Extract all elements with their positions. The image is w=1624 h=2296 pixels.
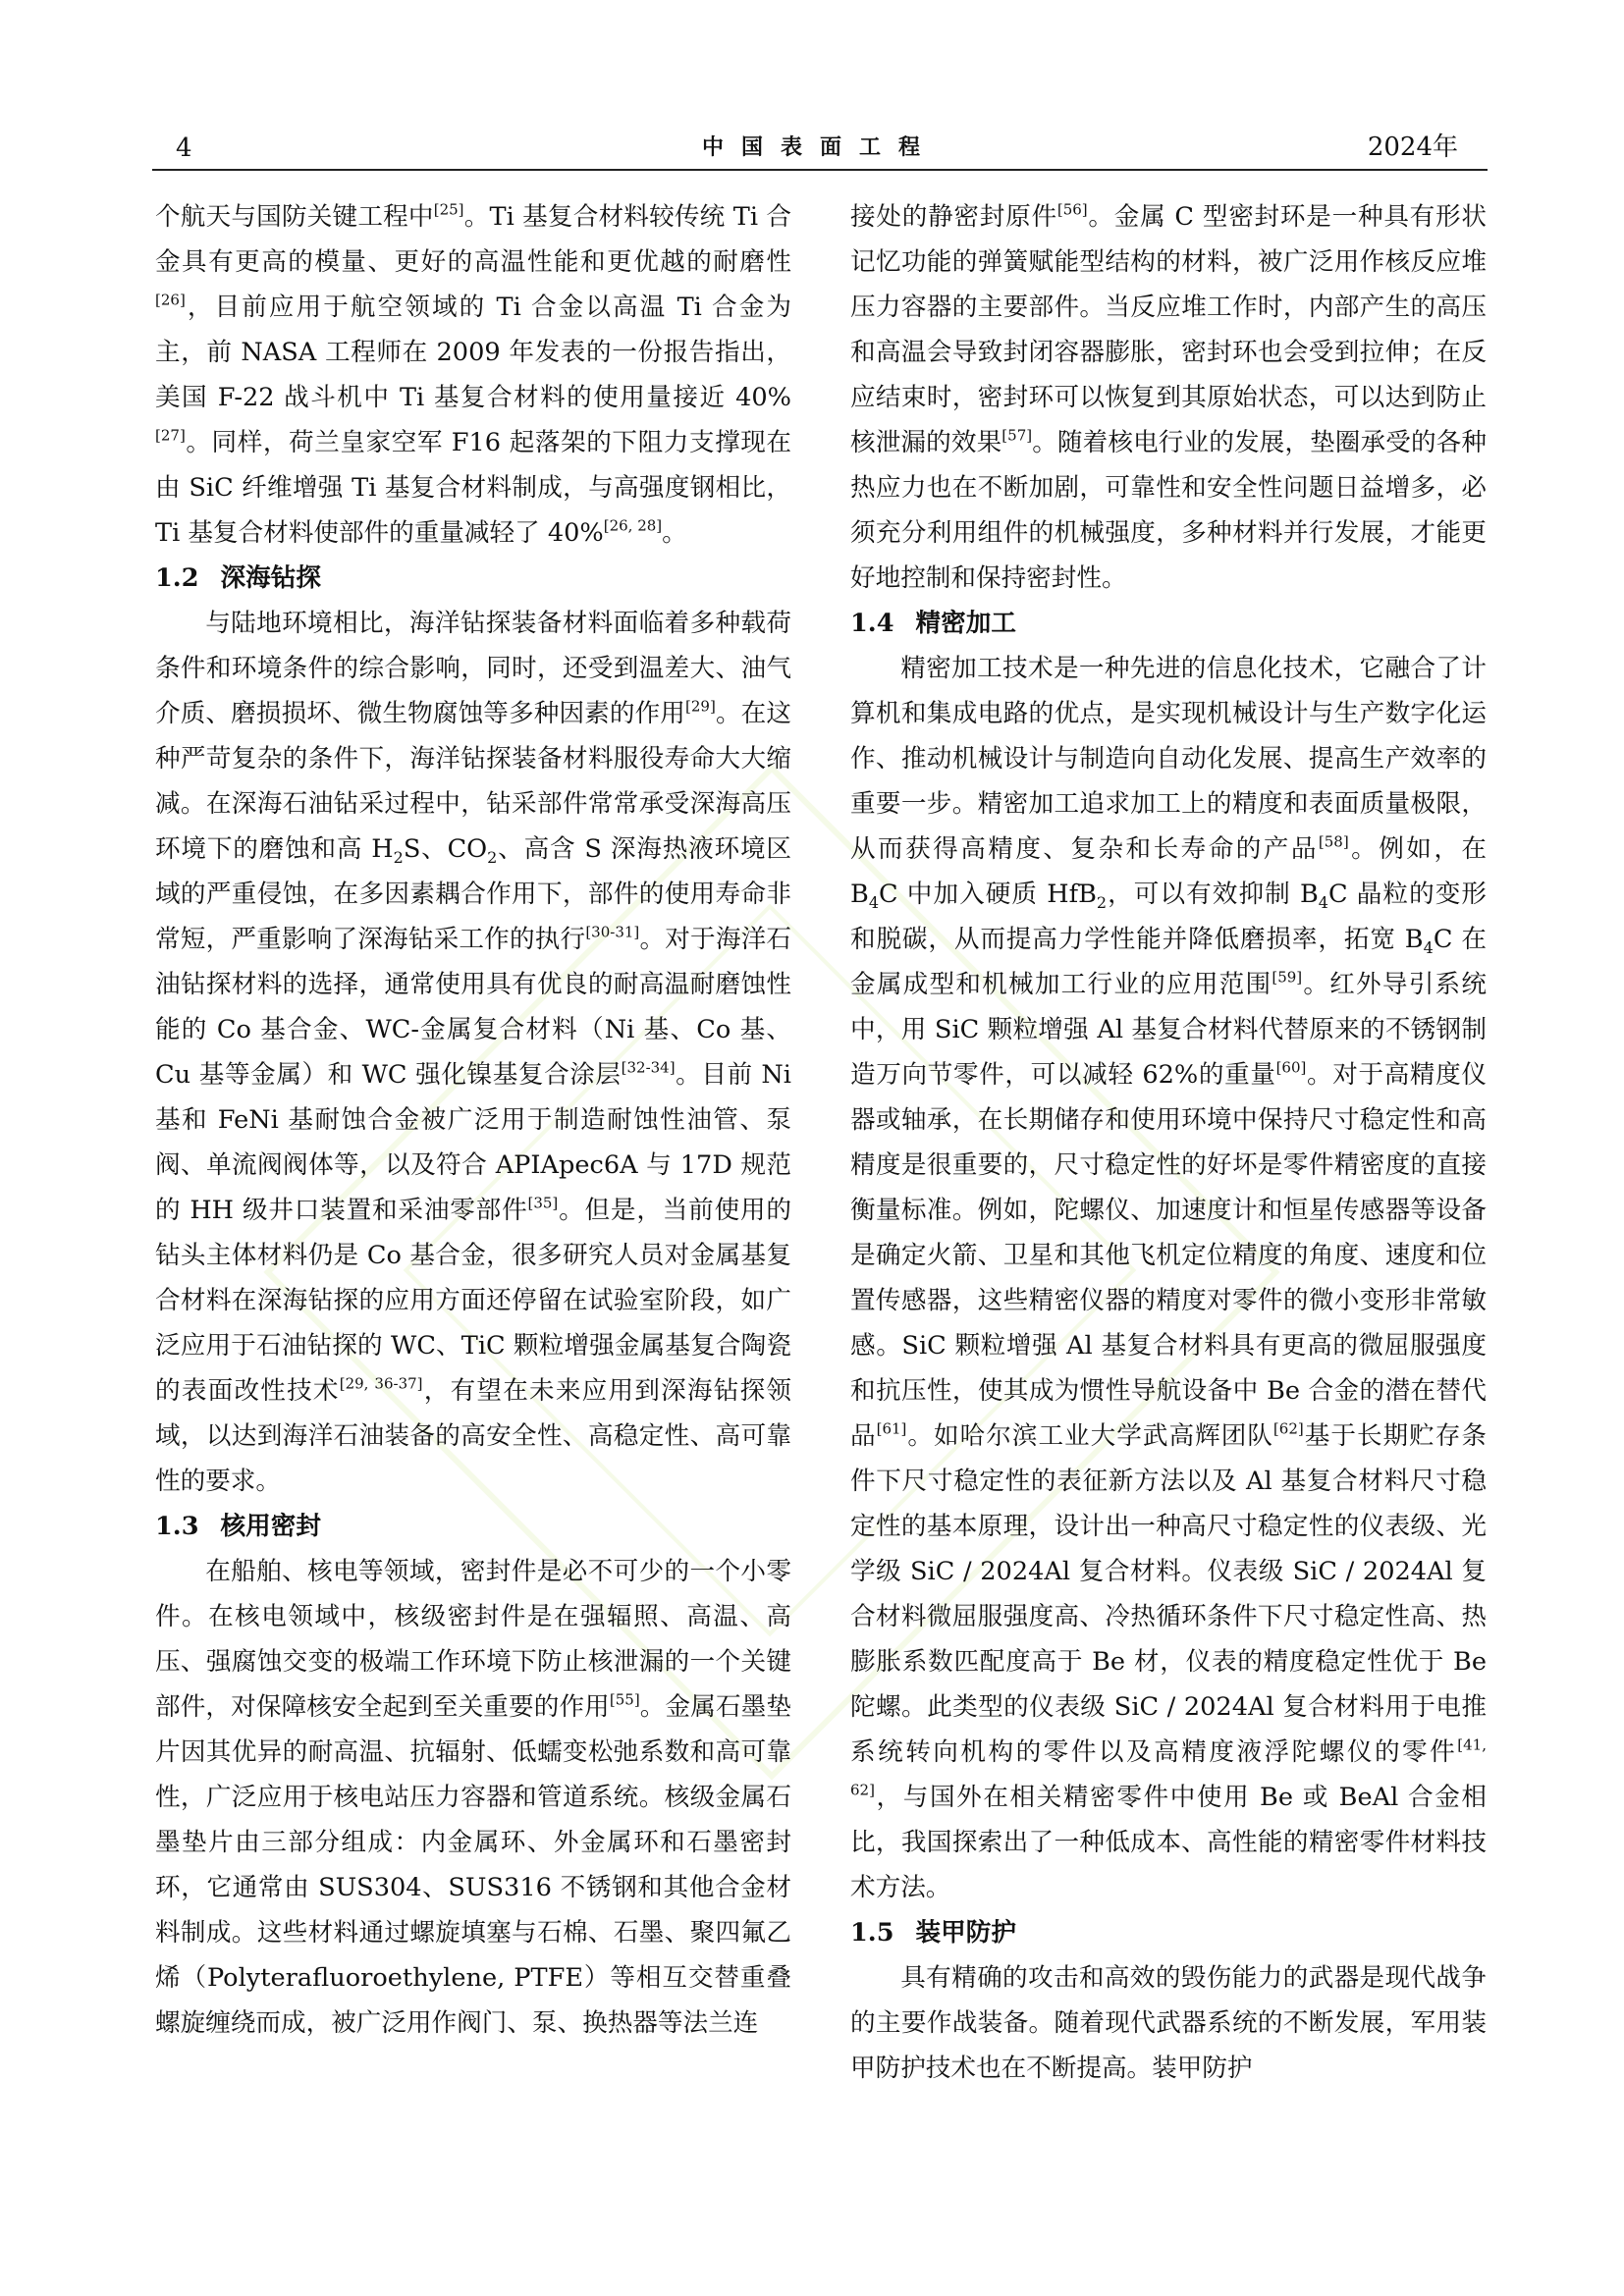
section-heading-1-4: 1.4 精密加工 bbox=[850, 609, 1016, 638]
paragraph: 接处的静密封原件[56]。金属 C 型密封环是一种具有形状记忆功能的弹簧赋能型结构的材料，被广泛用作核反应堆压力容器的主要部件。当反应堆工作时，内部产生的高压和高温会导致封闭容器膨胀，密封环也会受到拉伸；在反应结束时，密封环可以恢复到其原始状态，可以达到防止核泄漏的效果[57]。随着核电行业的发展，垫圈承受的各种热应力也在不断加剧，可靠性和安全性问题日益增多，必须充分利用组件的机械强度，多种材料并行发展，才能更好地控制和保持密封性。 bbox=[850, 200, 1487, 593]
page-header bbox=[152, 130, 1488, 171]
left-column bbox=[155, 194, 791, 2046]
journal-title: 中国表面工程 bbox=[701, 134, 938, 160]
paragraph: 具有精确的攻击和高效的毁伤能力的武器是现代战争的主要作战装备。随着现代武器系统的不断发展，军用装甲防护技术也在不断提高。装甲防护 bbox=[850, 1963, 1487, 2083]
section-heading-1-2: 1.2 深海钻探 bbox=[155, 563, 321, 593]
paragraph: 与陆地环境相比，海洋钻探装备材料面临着多种载荷条件和环境条件的综合影响，同时，还受到温差大、油气介质、磨损损坏、微生物腐蚀等多种因素的作用[29]。在这种严苛复杂的条件下，海洋钻探装备材料服役寿命大大缩减。在深海石油钻采过程中，钻采部件常常承受深海高压环境下的磨蚀和高 $H_2S$、$CO_2$、高含 S 深海热液环境区域的严重侵蚀，在多因素耦合作用下，部件的使用寿命非常短，严重影响了深海钻采工作的执行[30-31]。对于海洋石油钻探材料的选择，通常使用具有优良的耐高温耐磨蚀性能的 Co 基合金、WC-金属复合材料（Ni 基、Co 基、Cu 基等金属）和 WC 强化镍基复合涂层[32-34]。目前 Ni 基和 FeNi 基耐蚀合金被广泛用于制造耐蚀性油管、泵阀、单流阀阀体等，以及符合 APIApec6A 与 17D 规范的 HH 级井口装置和采油零部件[35]。但是，当前使用的钻头主体材料仍是 Co 基合金，很多研究人员对金属基复合材料在深海钻探的应用方面还停留在试验室阶段，如广泛应用于石油钻探的 WC、TiC 颗粒增强金属基复合陶瓷的表面改性技术[29, 36-37]，有望在未来应用到深海钻探领域，以达到海洋石油装备的高安全性、高稳定性、高可靠性的要求。 bbox=[155, 609, 791, 1496]
paragraph: 精密加工技术是一种先进的信息化技术，它融合了计算机和集成电路的优点，是实现机械设计与生产数字化运作、推动机械设计与制造向自动化发展、提高生产效率的重要一步。精密加工追求加工上的精度和表面质量极限，从而获得高精度、复杂和长寿命的产品[58]。例如，在 $B_4C$ 中加入硬质 HfB$_2$，可以有效抑制 $B_4C$ 晶粒的变形和脱碳，从而提高力学性能并降低磨损率，拓宽 $B_4C$ 在金属成型和机械加工行业的应用范围[59]。红外导引系统中，用 SiC 颗粒增强 Al 基复合材料代替原来的不锈钢制造万向节零件，可以减轻 62%的重量[60]。对于高精度仪器或轴承，在长期储存和使用环境中保持尺寸稳定性和高精度是很重要的，尺寸稳定性的好坏是零件精密度的直接衡量标准。例如，陀螺仪、加速度计和恒星传感器等设备是确定火箭、卫星和其他飞机定位精度的角度、速度和位置传感器，这些精密仪器的精度对零件的微小变形非常敏感。SiC 颗粒增强 Al 基复合材料具有更高的微屈服强度和抗压性，使其成为惯性导航设备中 Be 合金的潜在替代品[61]。如哈尔滨工业大学武高辉团队[62]基于长期贮存条件下尺寸稳定性的表征新方法以及 Al 基复合材料尺寸稳定性的基本原理，设计出一种高尺寸稳定性的仪表级、光学级 SiC / 2024Al 复合材料。仪表级 SiC / 2024Al 复合材料微屈服强度高、冷热循环条件下尺寸稳定性高、热膨胀系数匹配度高于 Be 材，仪表的精度稳定性优于 Be 陀螺。此类型的仪表级 SiC / 2024Al 复合材料用于电推系统转向机构的零件以及高精度液浮陀螺仪的零件[41, 62]，与国外在相关精密零件中使用 Be 或 BeAl 合金相比，我国探索出了一种低成本、高性能的精密零件材料技术方法。 bbox=[850, 654, 1487, 1902]
section-heading-1-3: 1.3 核用密封 bbox=[155, 1512, 321, 1541]
paragraph: 个航天与国防关键工程中[25]。Ti 基复合材料较传统 Ti 合金具有更高的模量、更好的高温性能和更优越的耐磨性[26]，目前应用于航空领域的 Ti 合金以高温 Ti 合金为主，前 NASA 工程师在 2009 年发表的一份报告指出，美国 F-22 战斗机中 Ti 基复合材料的使用量接近 40%[27]。同样，荷兰皇家空军 F16 起落架的下阻力支撑现在由 SiC 纤维增强 Ti 基复合材料制成，与高强度钢相比，Ti 基复合材料使部件的重量减轻了 40%[26, 28]。 bbox=[155, 200, 791, 548]
paragraph: 在船舶、核电等领域，密封件是必不可少的一个小零件。在核电领域中，核级密封件是在强辐照、高温、高压、强腐蚀交变的极端工作环境下防止核泄漏的一个关键部件，对保障核安全起到至关重要的作用[55]。金属石墨垫片因其优异的耐高温、抗辐射、低蠕变松弛系数和高可靠性，广泛应用于核电站压力容器和管道系统。核级金属石墨垫片由三部分组成：内金属环、外金属环和石墨密封环，它通常由 SUS304、SUS316 不锈钢和其他合金材料制成。这些材料通过螺旋填塞与石棉、石墨、聚四氟乙烯（Polyterafluoroethylene, PTFE）等相互交替重叠螺旋缠绕而成，被广泛用作阀门、泵、换热器等法兰连 bbox=[155, 1557, 791, 2038]
publication-year: 2024年 bbox=[1367, 133, 1458, 162]
page-number: 4 bbox=[176, 133, 192, 163]
section-heading-1-5: 1.5 装甲防护 bbox=[850, 1918, 1016, 1948]
right-column bbox=[850, 194, 1487, 2091]
